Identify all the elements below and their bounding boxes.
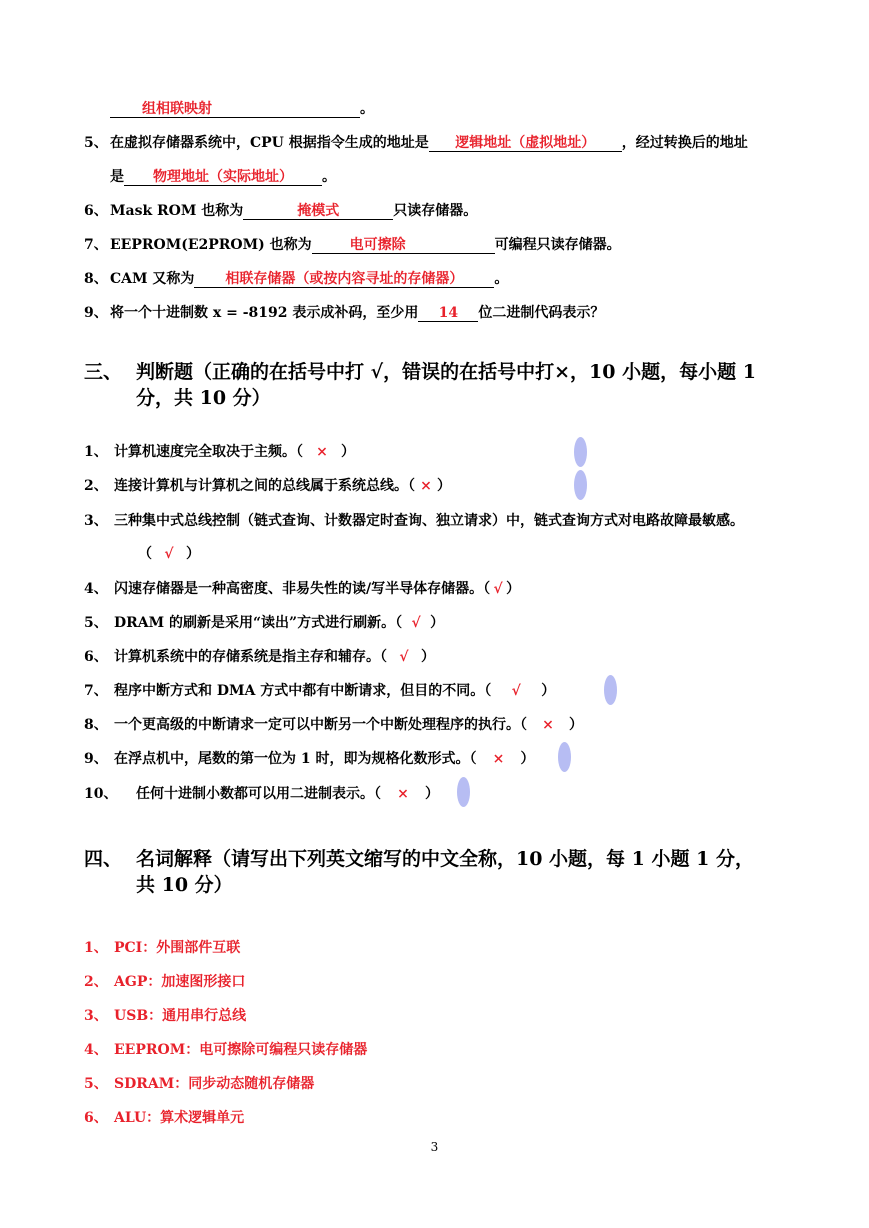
annotation-oval — [574, 437, 587, 467]
answer-blank: 电可擦除 — [312, 237, 495, 254]
judge-item: 2、 连接计算机与计算机之间的总线属于系统总线。（ × ） — [84, 478, 451, 494]
answer-text: 组相联映射 — [142, 101, 212, 117]
fill-item-7: 7、 EEPROM(E2PROM) 也称为 电可擦除 可编程只读存储器。 — [84, 237, 621, 253]
fill-item-5: 5、 在虚拟存储器系统中，CPU 根据指令生成的地址是 逻辑地址（虚拟地址） ，经过转换后的地址 — [84, 135, 748, 151]
answer-mark: × — [316, 444, 328, 460]
answer-blank: 相联存储器（或按内容寻址的存储器） — [194, 271, 494, 288]
judge-item: 3、 三种集中式总线控制（链式查询、计数器定时查询、独立请求）中，链式查询方式对电路故障最敏感。 — [84, 513, 744, 529]
answer-blank: 物理地址（实际地址） — [124, 169, 322, 186]
judge-item-line2: （ √ ） — [138, 546, 200, 562]
annotation-oval — [558, 742, 571, 772]
judge-item: 8、 一个更高级的中断请求一定可以中断另一个中断处理程序的执行。（ × ） — [84, 717, 583, 733]
answer-mark: × — [542, 717, 554, 733]
judge-item: 6、 计算机系统中的存储系统是指主存和辅存。（ √ ） — [84, 649, 435, 665]
answer-mark: × — [492, 751, 505, 767]
term-item: 2、 AGP：加速图形接口 — [84, 974, 246, 990]
annotation-oval — [604, 675, 617, 705]
fill-item-9: 9、 将一个十进制数 x = -8192 表示成补码，至少用 14 位二进制代码表示？ — [84, 305, 605, 321]
term-item: 1、 PCI：外围部件互联 — [84, 940, 241, 956]
answer-mark: √ — [399, 649, 409, 665]
judge-item: 4、 闪速存储器是一种高密度、非易失性的读/写半导体存储器。（ √ ） — [84, 581, 521, 597]
annotation-oval — [457, 777, 470, 807]
fill-item-6: 6、 Mask ROM 也称为 掩模式 只读存储器。 — [84, 203, 478, 219]
judge-item: 1、 计算机速度完全取决于主频。（ × ） — [84, 444, 355, 460]
judge-item: 7、 程序中断方式和 DMA 方式中都有中断请求，但目的不同。（ √ ） — [84, 683, 556, 699]
answer-blank: 逻辑地址（虚拟地址） — [429, 135, 622, 152]
annotation-oval — [574, 470, 587, 500]
page-number: 3 — [430, 1140, 439, 1154]
fill-item-5-line2: 是 物理地址（实际地址） 。 — [110, 169, 336, 185]
fill-item-4-continued: 组相联映射 。 — [84, 100, 374, 118]
answer-mark: √ — [164, 546, 174, 562]
section-4-heading: 四、 名词解释（请写出下列英文缩写的中文全称，10 小题，每 1 小题 1 分， 共 10 分） — [84, 848, 754, 896]
term-item: 4、 EEPROM：电可擦除可编程只读存储器 — [84, 1042, 368, 1058]
answer-mark: × — [420, 478, 432, 494]
term-item: 3、 USB：通用串行总线 — [84, 1008, 247, 1024]
answer-mark: × — [397, 786, 409, 802]
answer-blank: 14 — [418, 305, 478, 322]
judge-item: 5、 DRAM 的刷新是采用“读出”方式进行刷新。（ √ ） — [84, 615, 445, 631]
fill-item-8: 8、 CAM 又称为 相联存储器（或按内容寻址的存储器） 。 — [84, 271, 509, 287]
answer-blank: 掩模式 — [243, 203, 393, 220]
answer-mark: √ — [511, 683, 521, 699]
answer-mark: √ — [493, 581, 503, 597]
judge-item: 10、 任何十进制小数都可以用二进制表示。（ × ） — [84, 786, 439, 802]
term-item: 6、 ALU：算术逻辑单元 — [84, 1110, 245, 1126]
judge-item: 9、 在浮点机中，尾数的第一位为 1 时，即为规格化数形式。（ × ） — [84, 751, 535, 767]
answer-mark: √ — [411, 615, 421, 631]
section-3-heading: 三、 判断题（正确的在括号中打 √，错误的在括号中打×，10 小题，每小题 1 分，共 10 分） — [84, 361, 756, 409]
term-item: 5、 SDRAM：同步动态随机存储器 — [84, 1076, 315, 1092]
